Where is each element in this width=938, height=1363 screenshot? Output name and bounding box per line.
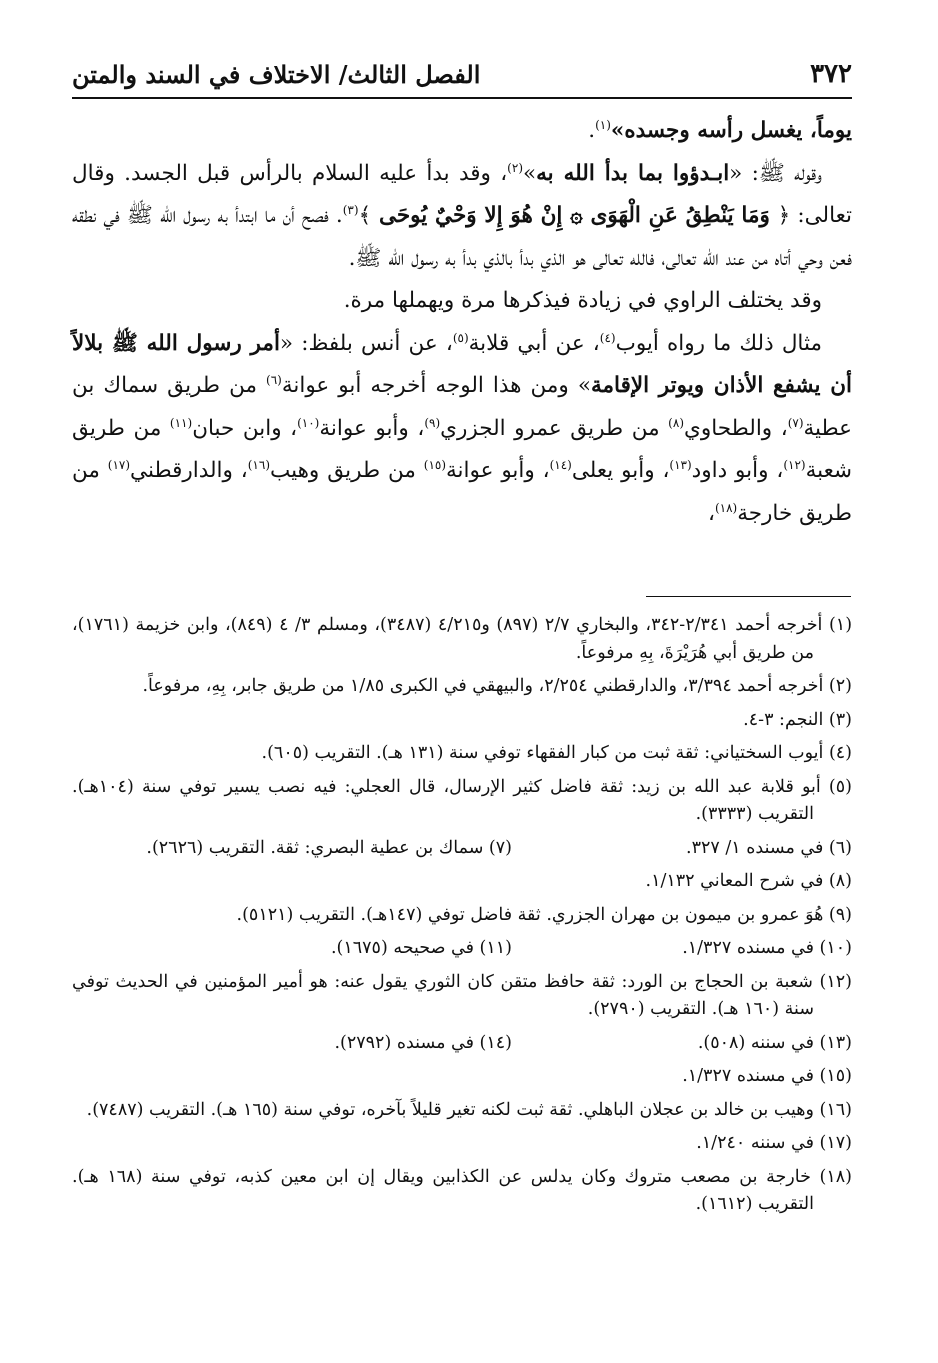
footnote-5: (٥) أبو قلابة عبد الله بن زيد: ثقة فاضل كثير الإرسال، قال العجلي: فيه نصب يسير توفي سنة (١٠٤هـ). التقريب (٣٣٣٣). <box>72 776 852 824</box>
footnote-ref: (١) <box>595 117 611 132</box>
footnote-10: (١٠) في مسنده ١/٣٢٧. <box>682 938 852 958</box>
footnote-ref: (١٥) <box>423 457 447 472</box>
footnote-2: (٢) أخرجه أحمد ٣/٣٩٤، والدارقطني ٢/٢٥٤، والبيهقي في الكبرى ١/٨٥ من طريق جابر، بِهِ، مرفوعاً. <box>142 676 852 696</box>
text-run: ، والدارقطني <box>130 458 248 483</box>
paragraph-3 <box>72 280 852 323</box>
text-run: ، وأبو عوانة <box>319 415 425 441</box>
page-number: ٣٧٢ <box>810 59 852 89</box>
text-run: من طريق سماك بن عطية <box>72 373 853 441</box>
text-run: ، وأبو داود <box>691 458 784 483</box>
footnote-ref: (٨) <box>668 415 684 430</box>
paragraph-4 <box>72 323 852 536</box>
text-run: ، وأبو يعلى <box>571 458 670 483</box>
page-header <box>72 54 852 94</box>
footnote-ref: (٣) <box>342 202 359 217</box>
footnote-16: (١٦) وهيب بن خالد بن عجلان الباهلي. ثقة ثبت لكنه تغير قليلاً بآخره، توفي سنة (١٦٥ هـ). التقريب (٧٤٨٧). <box>86 1099 852 1120</box>
footnote-1: (١) أخرجه أحمد ٢/٣٤١-٣٤٢، والبخاري ٢/٧ (٨٩٧) و٤/٢١٥ (٣٤٨٧)، ومسلم ٣/ ٤ (٨٤٩)، وابن خزيمة (١٧٦١)، من طريق أبي هُرَيْرَةَ، بِهِ مرفوعاً. <box>72 615 853 663</box>
text-run: . فصح أن ما ابتدأ به رسول الله ﷺ في نطقه فعن وحي أتاه من عند الله تعالى، فالله تعالى هو الذي بدأ بالذي بدأ به رسول الله ﷺ. <box>72 203 852 271</box>
text-run: من طريق خارجة <box>72 458 852 526</box>
footnote-6: (٦) في مسنده ١/ ٣٢٧. <box>686 837 852 858</box>
footnote-ref: (٢) <box>507 160 523 175</box>
text-run: ، <box>708 500 715 526</box>
text-run: ، والطحاوي <box>684 415 788 441</box>
footnote-ref: (١٧) <box>107 457 131 472</box>
footnote-3: (٣) النجم: ٣-٤. <box>743 709 852 730</box>
footnote-4: (٤) أيوب السختياني: ثقة ثبت من كبار الفقهاء توفي سنة (١٣١ هـ). التقريب (٦٠٥). <box>261 743 852 763</box>
chapter-title: الفصل الثالث/ الاختلاف في السند والمتن <box>72 59 481 89</box>
text-run: » ومن هذا الوجه أخرجه أبو عوانة <box>281 373 591 398</box>
text-run: وقوله ﷺ: « <box>729 160 822 186</box>
text-run: » <box>523 160 537 186</box>
main-text <box>72 110 852 535</box>
footnote-11: (١١) في صحيحه (١٦٧٥). <box>330 938 512 958</box>
text-run: مثال ذلك ما رواه أيوب <box>615 330 822 356</box>
text-run: من طريق عمرو الجزري <box>440 415 669 441</box>
footnote-ref: (١٦) <box>247 457 270 472</box>
text-run: وقد يختلف الراوي في زيادة فيذكرها مرة ويهملها مرة. <box>343 288 822 313</box>
footnote-13: (١٣) في سننه (٥٠٨). <box>697 1032 852 1053</box>
text-run: من طريق شعبة <box>72 415 852 483</box>
hadith-quote: أمر رسول الله ﷺ بلالاً أن يشفع الأذان ويوتر الإقامة <box>72 330 852 398</box>
footnote-14: (١٤) في مسنده (٢٧٩٢). <box>334 1032 512 1053</box>
footnote-row-6-7 <box>72 835 852 863</box>
paragraph-2 <box>72 153 852 281</box>
paragraph-1 <box>72 110 852 153</box>
footnote-ref: (١٢) <box>783 457 806 472</box>
text-run: . <box>588 118 596 143</box>
footnote-row-10-11 <box>72 935 852 963</box>
quran-verse: وَمَا يَنْطِقُ عَنِ الْهَوَى ۞ إِنْ هُوَ إِلا وَحْيٌ يُوحَى <box>371 203 778 228</box>
footnote-7: (٧) سماك بن عطية البصري: ثقة. التقريب (٢٦٢٦). <box>146 837 512 858</box>
footnote-ref: (١٤) <box>549 457 572 472</box>
footnote-ref: (٤) <box>599 330 616 345</box>
header-rule <box>72 97 852 99</box>
footnote-15: (١٥) في مسنده ١/٣٢٧. <box>682 1066 852 1086</box>
hadith-quote: ابـدؤوا بما بدأ الله به <box>536 160 730 186</box>
footnote-8: (٨) في شرح المعاني ١/١٣٢. <box>645 871 852 891</box>
text-run: ، عن أنس بلفظ: « <box>279 330 453 356</box>
text-run: ، وأبو عوانة <box>446 458 550 483</box>
text-run: ﴾ <box>358 203 372 228</box>
footnote-9: (٩) هُوَ عمرو بن ميمون بن مهران الجزري. ثقة فاضل توفي (١٤٧هـ). التقريب (٥١٢١). <box>236 904 852 925</box>
footnote-ref: (١٨) <box>714 500 738 515</box>
footnotes <box>72 612 852 1225</box>
footnote-ref: (٩) <box>424 415 441 430</box>
footnote-ref: (١١) <box>169 415 193 430</box>
text-run: من طريق وهيب <box>270 458 424 483</box>
footnote-ref: (٦) <box>266 372 282 387</box>
footnote-ref: (٥) <box>452 330 469 345</box>
footnote-ref: (١٠) <box>297 415 320 430</box>
footnote-12: (١٢) شعبة بن الحجاج بن الورد: ثقة حافظ متقن كان الثوري يقول عنه: هو أمير المؤمنين في الحديث توفي سنة (١٦٠ هـ). التقريب (٢٧٩٠). <box>72 971 852 1019</box>
footnote-18: (١٨) خارجة بن مصعب متروك وكان يدلس عن الكذابين ويقال إن ابن معين كذبه، توفي سنة (١٦٨ هـ). التقريب (١٦١٢). <box>72 1166 852 1214</box>
footnote-separator <box>646 596 851 597</box>
text-run: ، وقد بدأ عليه السلام بالرأس قبل الجسد. وقال تعالى: ﴿ <box>72 160 852 228</box>
footnote-ref: (١٣) <box>669 457 692 472</box>
text-run: ، وابن حبان <box>192 415 298 441</box>
footnote-ref: (٧) <box>787 415 804 430</box>
hadith-quote: يوماً، يغسل رأسه وجسده» <box>610 118 852 143</box>
text-run: ، عن أبي قلابة <box>468 330 600 356</box>
footnote-row-13-14 <box>72 1030 852 1058</box>
footnote-17: (١٧) في سننه ١/٢٤٠. <box>696 1133 852 1153</box>
